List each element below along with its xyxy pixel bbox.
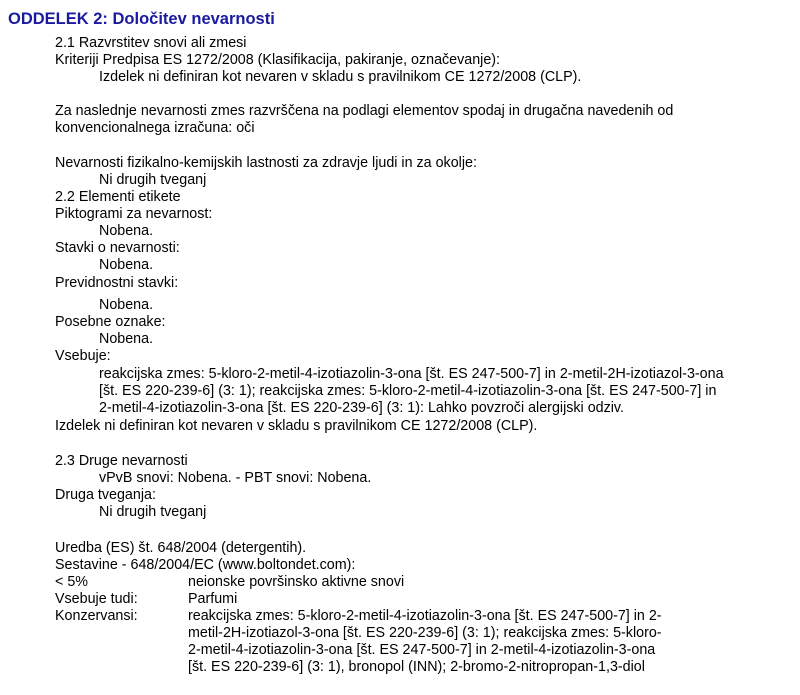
other-hazards-value: Ni drugih tveganj <box>99 504 207 520</box>
ingredient-row-label: < 5% <box>55 574 88 590</box>
contains-line: 2-metil-4-izotiazolin-3-ona [št. ES 220-239-6] (3: 1): Lahko povzroči alergijski odziv. <box>99 400 624 416</box>
precautionary-statements-value: Nobena. <box>99 297 154 313</box>
subsection-2-3-heading: 2.3 Druge nevarnosti <box>55 453 188 469</box>
physchem-hazards-value: Ni drugih tveganj <box>99 172 207 188</box>
detergent-regulation: Uredba (ES) št. 648/2004 (detergentih). <box>55 540 307 556</box>
pictograms-value: Nobena. <box>99 223 154 239</box>
preservatives-line: metil-2H-izotiazol-3-ona [št. ES 220-239-6] (3: 1); reakcijska zmes: 5-kloro- <box>188 625 662 641</box>
contains-line: [št. ES 220-239-6] (3: 1); reakcijska zmes: 5-kloro-2-metil-4-izotiazolin-3-ona [št. ES 247-500-7] in <box>99 383 717 399</box>
classification-paragraph-line-2: konvencionalnega izračuna: oči <box>55 120 255 136</box>
ingredient-row-label: Konzervansi: <box>55 608 138 624</box>
contains-label: Vsebuje: <box>55 348 111 364</box>
hazard-statements-value: Nobena. <box>99 257 154 273</box>
special-labels-label: Posebne oznake: <box>55 314 166 330</box>
ingredients-heading: Sestavine - 648/2004/EC (www.boltondet.com): <box>55 557 356 573</box>
ingredient-row-value: neionske površinsko aktivne snovi <box>188 574 405 590</box>
section-title: ODDELEK 2: Določitev nevarnosti <box>8 10 275 28</box>
preservatives-line: [št. ES 220-239-6] (3: 1), bronopol (INN); 2-bromo-2-nitropropan-1,3-diol <box>188 659 645 675</box>
vpvb-pbt-statement: vPvB snovi: Nobena. - PBT snovi: Nobena. <box>99 470 372 486</box>
physchem-hazards-label: Nevarnosti fizikalno-kemijskih lastnosti za zdravje ljudi in za okolje: <box>55 155 477 171</box>
special-labels-value: Nobena. <box>99 331 154 347</box>
hazard-statements-label: Stavki o nevarnosti: <box>55 240 180 256</box>
subsection-2-1-heading: 2.1 Razvrstitev snovi ali zmesi <box>55 35 247 51</box>
preservatives-line: 2-metil-4-izotiazolin-3-ona [št. ES 247-500-7] in 2-metil-4-izotiazolin-3-ona <box>188 642 656 658</box>
classification-paragraph-line-1: Za naslednje nevarnosti zmes razvrščena na podlagi elementov spodaj in drugačna navedenih od <box>55 103 674 119</box>
ingredient-row-value: Parfumi <box>188 591 238 607</box>
not-classified-statement: Izdelek ni definiran kot nevaren v skladu s pravilnikom CE 1272/2008 (CLP). <box>55 418 538 434</box>
precautionary-statements-label: Previdnostni stavki: <box>55 275 179 291</box>
criteria-value: Izdelek ni definiran kot nevaren v skladu s pravilnikom CE 1272/2008 (CLP). <box>99 69 582 85</box>
ingredient-row-label: Vsebuje tudi: <box>55 591 138 607</box>
criteria-label: Kriteriji Predpisa ES 1272/2008 (Klasifikacija, pakiranje, označevanje): <box>55 52 501 68</box>
preservatives-line: reakcijska zmes: 5-kloro-2-metil-4-izotiazolin-3-ona [št. ES 247-500-7] in 2- <box>188 608 662 624</box>
contains-line: reakcijska zmes: 5-kloro-2-metil-4-izotiazolin-3-ona [št. ES 247-500-7] in 2-metil-2H-izotiazol-3-ona <box>99 366 724 382</box>
subsection-2-2-heading: 2.2 Elementi etikete <box>55 189 181 205</box>
pictograms-label: Piktogrami za nevarnost: <box>55 206 213 222</box>
other-hazards-label: Druga tveganja: <box>55 487 156 503</box>
